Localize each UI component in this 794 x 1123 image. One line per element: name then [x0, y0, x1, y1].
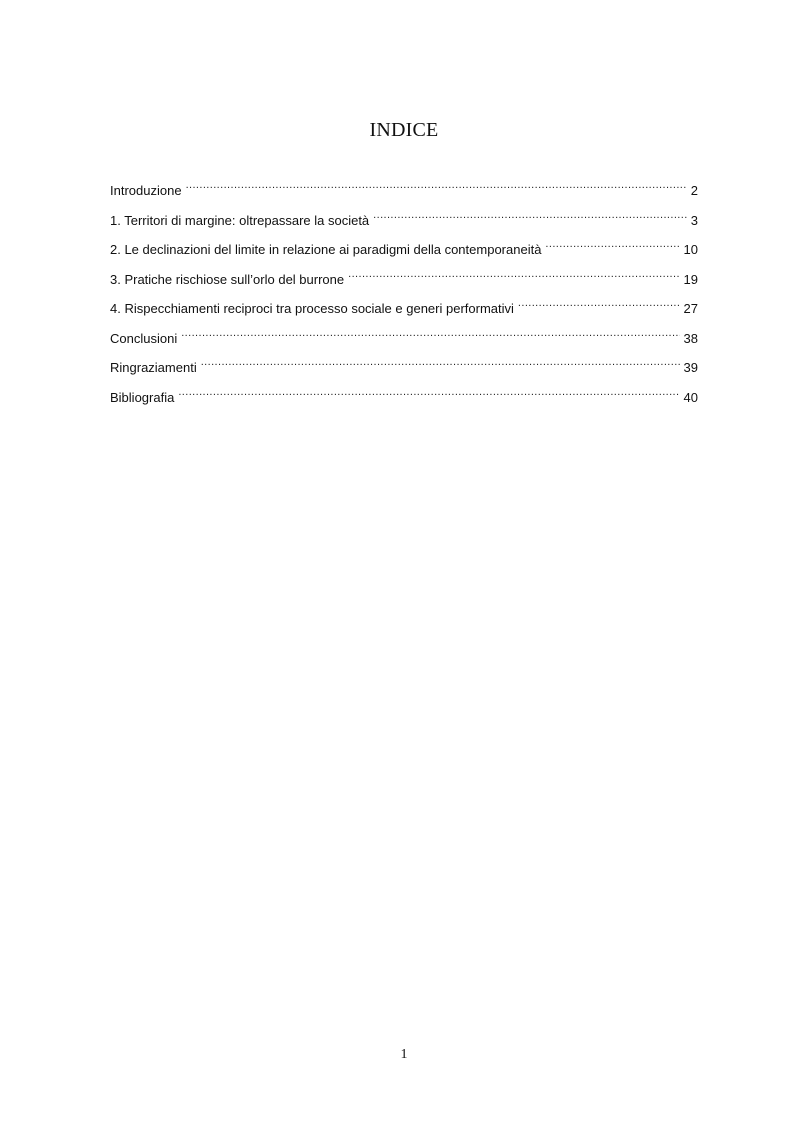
toc-entry-label: 3. Pratiche rischiose sull’orlo del burrone: [110, 271, 345, 287]
page-number: 1: [400, 1047, 408, 1062]
toc-entry-page: 10: [683, 242, 698, 257]
toc-dot-leader: [201, 352, 680, 372]
toc-entry-label: Bibliografia: [110, 389, 175, 405]
toc-entry-page: 27: [683, 301, 698, 316]
toc-entry-conclusioni[interactable]: [110, 323, 698, 353]
toc-entry-label: 2. Le declinazioni del limite in relazione ai paradigmi della contemporaneità: [110, 242, 542, 257]
toc-entry-bibliografia[interactable]: [110, 382, 698, 412]
toc-entry-page: 39: [683, 360, 698, 375]
toc-dot-leader: [178, 382, 679, 402]
toc-entry-label: Conclusioni: [110, 330, 178, 346]
toc-entry-chapter-1[interactable]: [110, 205, 698, 235]
toc-entry-page: 3: [690, 212, 698, 228]
toc-dot-leader: [186, 175, 687, 195]
toc-entry-introduzione[interactable]: [110, 175, 698, 205]
toc-entry-label: Introduzione: [110, 183, 182, 198]
table-of-contents: [110, 175, 698, 411]
toc-dot-leader: [545, 234, 679, 254]
toc-entry-page: 38: [683, 330, 698, 346]
toc-entry-label: 4. Rispecchiamenti reciproci tra processo sociale e generi performativi: [110, 301, 514, 316]
toc-entry-label: 1. Territori di margine: oltrepassare la società: [110, 212, 370, 228]
toc-dot-leader: [348, 264, 679, 284]
toc-entry-page: 19: [683, 271, 698, 287]
toc-dot-leader: [181, 323, 679, 343]
page-title: INDICE: [369, 119, 439, 141]
toc-entry-chapter-4[interactable]: [110, 293, 698, 323]
toc-dot-leader: [373, 205, 687, 225]
toc-entry-chapter-3[interactable]: [110, 264, 698, 294]
toc-entry-chapter-2[interactable]: [110, 234, 698, 264]
toc-entry-label: Ringraziamenti: [110, 360, 197, 375]
toc-entry-ringraziamenti[interactable]: [110, 352, 698, 382]
toc-entry-page: 2: [690, 183, 698, 198]
toc-dot-leader: [518, 293, 680, 313]
toc-entry-page: 40: [683, 389, 698, 405]
